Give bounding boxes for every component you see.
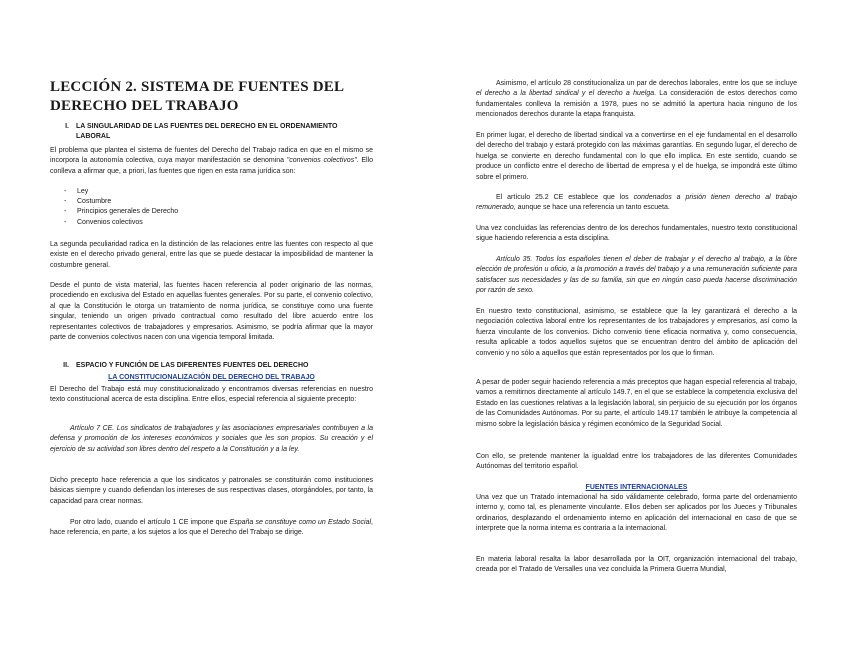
subsection-heading: LA CONSTITUCIONALIZACIÓN DEL DERECHO DEL TRABAJO	[108, 374, 315, 381]
text-run-italic: "convenios colectivos"	[286, 157, 357, 165]
paragraph: Desde el punto de vista material, las fuentes hacen referencia al poder originario de las normas, procediendo en exclusiva del Estado en aquellas fuentes generales. Por su parte, el convenio colectivo, al que la Constitución le otorga un tratamiento de norma jurídica, se constituye como una fuente singular, teniendo un origen privado contractual como resultado del libre acuerdo entre los representantes colectivos de trabajadores y empresarios. Asimismo, se podría afirmar que la mayor parte de convenios colectivos nacen con una vigencia temporal limitada.	[50, 282, 373, 342]
text-run-italic: España se constituye como un Estado Social	[229, 519, 372, 526]
list-item: - Principios generales de Derecho	[64, 207, 178, 217]
paragraph: Con ello, se pretende mantener la igualdad entre los trabajadores de las diferentes Comunidades Autónomas del territorio español.	[476, 453, 797, 471]
text-run-italic: el derecho a la libertad sindical y el derecho a huelga	[476, 90, 655, 98]
paragraph: Una vez que un Tratado internacional ha sido válidamente celebrado, forma parte del ordenamiento interno y, como tal, es plenamente vinculante. Ellos deben ser aplicados por los Jueces y Tribunales ordinarios, desplazando el ordenamiento interno en aplicación del internacional en caso de que se interprete que la norma interna es contraria a la internacional.	[476, 494, 797, 533]
paragraph: Una vez concluidas las referencias dentro de los derechos fundamentales, nuestro texto constitucional sigue haciendo referencia a esta disciplina.	[476, 225, 797, 243]
paragraph: El Derecho del Trabajo está muy constitucionalizado y encontramos diversas referencias en nuestro texto constitucional acerca de esta disciplina. Entre ellos, especial referencia al siguiente precepto:	[50, 386, 373, 404]
paragraph	[476, 79, 797, 121]
section-heading-1	[50, 122, 373, 143]
text-run-italic: Artículo 7 CE. Los sindicatos de trabajadores y las asociaciones empresariales contribuyen a la defensa y promoción de los intereses económicos y sociales que les son propios. Su creación y el ejercicio de su actividad son libres dentro del respeto a la Constitución y a la ley.	[50, 425, 373, 453]
text-run-italic: condenados a prisión tienen derecho al trabajo remunerado	[476, 194, 797, 212]
paragraph: En materia laboral resalta la labor desarrollada por la OIT, organización internacional del trabajo, creada por el Tratado de Versalles una vez concluida la Primera Guerra Mundial,	[476, 556, 797, 574]
list-item: - Ley	[64, 187, 178, 197]
list-item: - Costumbre	[64, 197, 178, 207]
subsection-heading: FUENTES INTERNACIONALES	[585, 484, 688, 491]
section-heading-text: LA SINGULARIDAD DE LAS FUENTES DEL DERECHO EN EL ORDENAMIENTO LABORAL	[76, 123, 338, 141]
text-run: , hace referencia, en parte, a los sujetos a los que el Derecho del Trabajo se dirige.	[50, 519, 373, 537]
text-run-italic: Artículo 35. Todos los españoles tienen el deber de trabajar y el derecho al trabajo, a la libre elección de profesión u oficio, a la promoción a través del trabajo y a una remuneración suficiente para satisfacer sus necesidades y las de su familia, sin que en ningún caso pueda hacerse discriminación por razón de sexo.	[476, 256, 797, 295]
section-heading-2	[50, 361, 373, 371]
text-run: . La consideración de estos derechos como fundamentales conlleva la remisión a 1978, pues no se admitió la apertura hacia ninguno de los mencionados derechos durante la etapa franquista.	[476, 90, 797, 119]
quoted-article	[50, 424, 373, 455]
text-run: El artículo 25.2 CE establece que los	[496, 194, 634, 201]
list-item: - Convenios colectivos	[64, 218, 178, 228]
text-run: El problema que plantea el sistema de fuentes del Derecho del Trabajo radica en que en el mismo se incorpora la autonomía colectiva, cuya mayor manifestación se denomina	[50, 147, 373, 165]
paragraph	[50, 518, 373, 539]
text-run: , aunque se hace una referencia un tanto escueta.	[513, 204, 670, 212]
text-run: Por otro lado, cuando el artículo 1 CE impone que	[70, 519, 230, 526]
section-heading-text: ESPACIO Y FUNCIÓN DE LAS DIFERENTES FUENTES DEL DERECHO	[76, 362, 309, 369]
section-number: II.	[63, 362, 69, 369]
paragraph	[50, 146, 373, 177]
paragraph	[476, 193, 797, 214]
text-run: . Ello conlleva a afirmar que, a priori, las fuentes que rigen en esta rama jurídica son:	[50, 157, 374, 175]
text-run: Asimismo, el artículo 28 constitucionaliza un par de derechos laborales, entre los que se incluye	[496, 80, 797, 87]
paragraph: Dicho precepto hace referencia a que los sindicatos y patronales se constituirán como instituciones básicas siempre y cuando defiendan los intereses de sus respectivas clases, otorgándoles, por tanto, la capacidad para crear normas.	[50, 477, 373, 505]
page-title: LECCIÓN 2. SISTEMA DE FUENTES DEL DERECHO DEL TRABAJO	[50, 79, 344, 114]
paragraph: A pesar de poder seguir haciendo referencia a más preceptos que hagan especial referencia al trabajo, vamos a remitirnos directamente al artículo 149.7, en el que se establece la competencia exclusiva del Estado en las cuestiones relativas a la legislación laboral, sin perjuicio de su ejecución por los órganos de las Comunidades Autónomas. Por su parte, el artículo 149.17 también le atribuye la competencia al mismo sobre la legislación básica y régimen económico de la Seguridad Social.	[476, 379, 797, 428]
sources-list	[64, 187, 178, 228]
paragraph: En nuestro texto constitucional, asimismo, se establece que la ley garantizará el derecho a la negociación colectiva laboral entre los representantes de los trabajadores y empresarios, así como la fuerza vinculante de los convenios. Dicho convenio tiene eficacia normativa y, como consecuencia, resulta aplicable a todos aquellos sujetos que se encuentran dentro del ámbito de aplicación del convenio y no sólo a aquellos que están representados por los que lo firman.	[476, 308, 797, 357]
section-number: I.	[65, 123, 69, 130]
paragraph: La segunda peculiaridad radica en la distinción de las relaciones entre las fuentes con respecto al que existe en el derecho privado general, entre las que se puede destacar la imposibilidad de mantener la costumbre general.	[50, 241, 373, 269]
quoted-article	[476, 255, 797, 297]
paragraph: En primer lugar, el derecho de libertad sindical va a convertirse en el eje fundamental en el desarrollo del derecho del trabajo y estará protegido con las máximas garantías. En segundo lugar, el derecho de huelga se convierte en derecho fundamental con lo que ello implica. En este sentido, cuando se produce un conflicto entre el derecho de libertad de empresa y el de huelga, se impondrá este último sobre el primero.	[476, 132, 797, 181]
